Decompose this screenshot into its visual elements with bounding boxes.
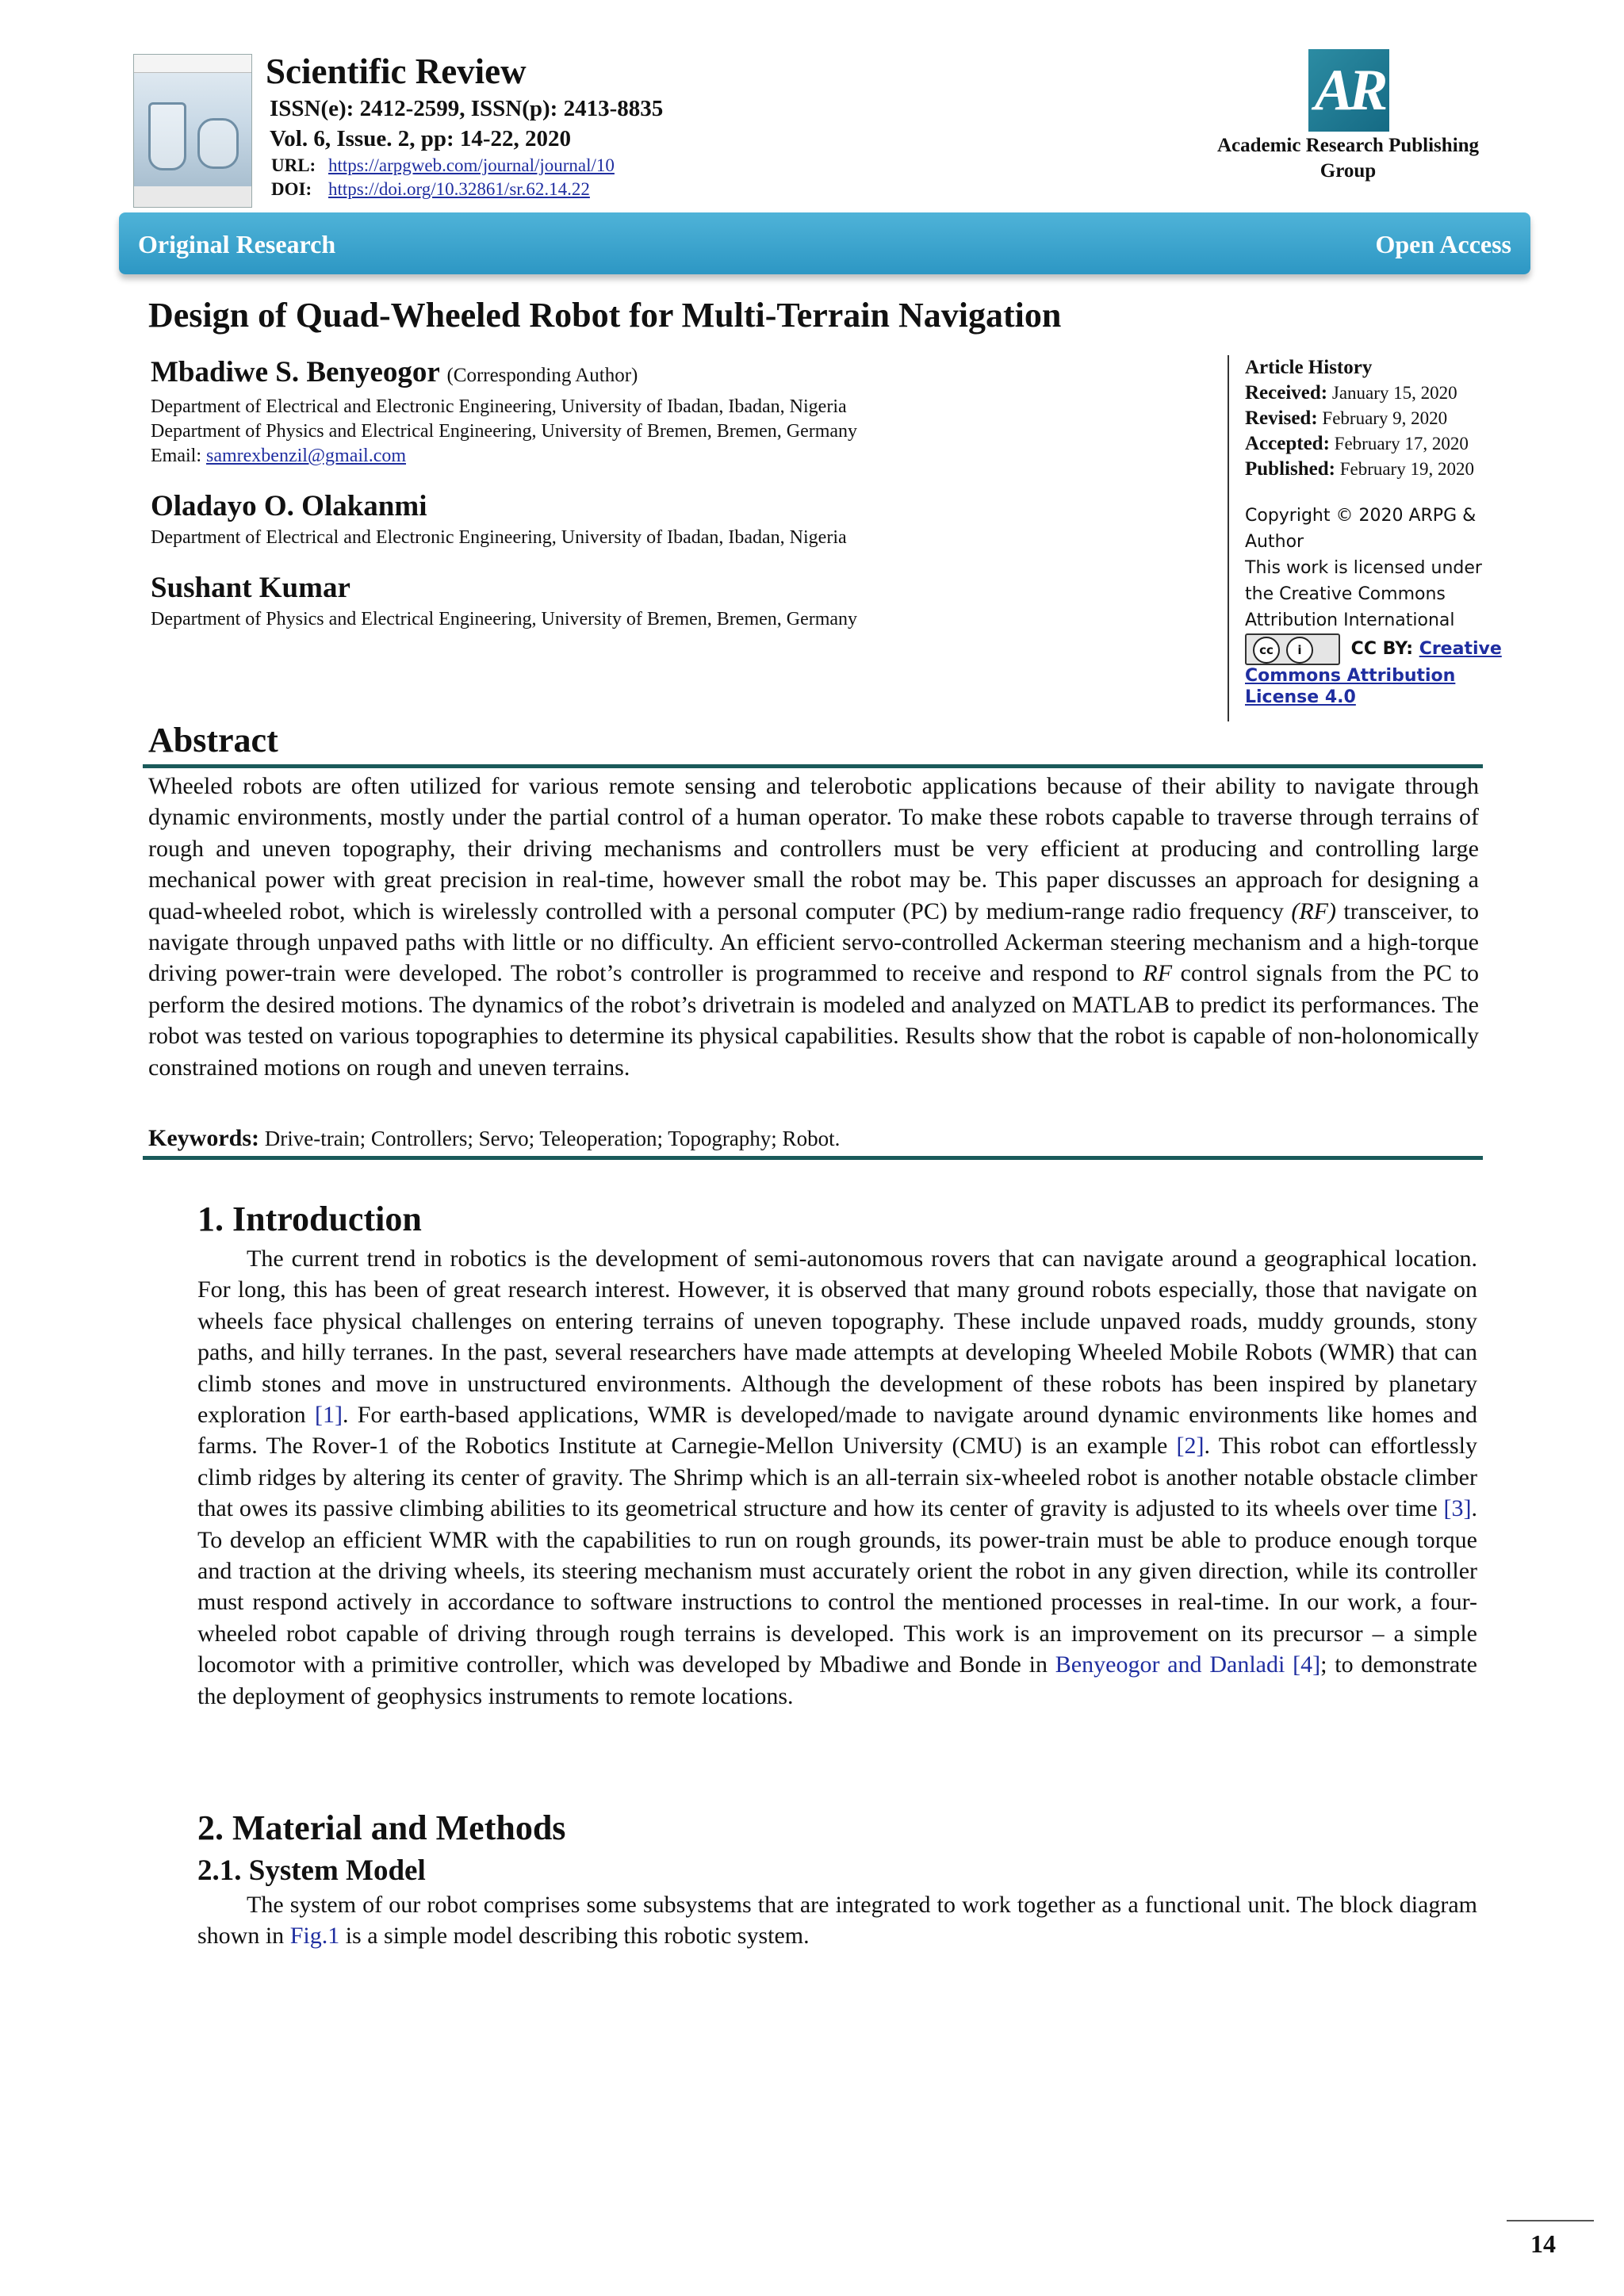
journal-volume: Vol. 6, Issue. 2, pp: 14-22, 2020: [270, 126, 572, 151]
author-affiliation: Department of Electrical and Electronic Engineering, University of Ibadan, Ibadan, Nigeria: [151, 396, 847, 417]
received-label: Received:: [1245, 382, 1328, 404]
corresponding-author-note: (Corresponding Author): [446, 365, 638, 386]
author-name: Oladayo O. Olakanmi: [151, 490, 427, 522]
author-affiliation: Department of Physics and Electrical Engineering, University of Bremen, Bremen, Germany: [151, 609, 858, 629]
history-published: [1245, 457, 1515, 482]
copyright-block: [1245, 503, 1515, 633]
abstract-heading: Abstract: [148, 721, 278, 760]
article-type-bar: [119, 212, 1530, 274]
figure-reference-link[interactable]: Fig.1: [289, 1923, 340, 1950]
copyright-text: Copyright © 2020 ARPG & Author: [1245, 506, 1477, 552]
article-history: [1228, 355, 1515, 721]
text-part: . To develop an efficient WMR with the capabilities to run on rough grounds, its power-train must be able to produce enough torque and traction at the driving wheels, its steering mechanism must accurately orient the robot in any given direction, while its controller must respond actively in accordance to software instructions to control the mentioned processes in real-time. In our work, a four-wheeled robot capable of driving through rough terrains is developed. This work is an improvement on its precursor – a simple locomotor with a primitive controller, which was developed by Mbadiwe and Bonde in: [197, 1495, 1477, 1678]
licence-text: This work is licensed under the Creative Commons Attribution International: [1245, 558, 1482, 630]
email-label: Email:: [151, 446, 201, 466]
text-part: The system of our robot comprises some subsystems that are integrated to work together as a functional unit. The block diagram shown in: [197, 1892, 1477, 1950]
history-received: [1245, 381, 1515, 406]
system-model-heading: 2.1. System Model: [197, 1854, 426, 1887]
reference-link[interactable]: [2]: [1176, 1433, 1205, 1460]
abstract-text: [148, 771, 1479, 1083]
reference-link[interactable]: [3]: [1443, 1495, 1472, 1522]
article-type-label: Original Research: [138, 230, 336, 258]
text-part: The current trend in robotics is the development of semi-autonomous rovers that can navigate around a geographical location. For long, this has been of great research interest. However, it is observed that many ground robots especially, those that navigate on wheels face physical challenges on entering terrains of uneven topography. These include unpaved roads, muddy grounds, stony paths, and hilly terranes. In the past, several researchers have made attempts at developing Wheeled Mobile Robots (WMR) that can climb stones and move in unstructured environments. Although the development of these robots has been inspired by planetary exploration: [197, 1246, 1477, 1429]
license-link[interactable]: Creative Commons Attribution License 4.0: [1245, 639, 1502, 707]
received-date: January 15, 2020: [1331, 383, 1457, 403]
reference-link[interactable]: Benyeogor and Danladi [4]: [1055, 1651, 1321, 1678]
journal-issn: ISSN(e): 2412-2599, ISSN(p): 2413-8835: [270, 96, 664, 121]
page-number-rule: [1507, 2220, 1594, 2221]
journal-cover-image: [133, 54, 252, 208]
introduction-paragraph: [197, 1243, 1477, 1712]
journal-url-link[interactable]: https://arpgweb.com/journal/journal/10: [328, 155, 615, 175]
author-block: [151, 569, 1197, 632]
published-label: Published:: [1245, 458, 1335, 480]
introduction-heading: 1. Introduction: [197, 1200, 422, 1238]
abstract-part: transceiver, to navigate through unpaved paths with little or no difficulty. An efficient servo-controlled Ackerman steering mechanism and a high-torque driving power-train were developed. The robot’s controller is programmed to receive and respond to: [148, 897, 1479, 987]
abstract-part: Wheeled robots are often utilized for various remote sensing and telerobotic applications because of their ability to navigate through dynamic environments, mostly under the partial control of a human operator. To make these robots capable to traverse through terrains of rough and uneven topography, their driving mechanisms and controllers must be very efficient at producing and controlling large mechanical power with great precision in real-time, however small the robot may be. This paper discusses an approach for designing a quad-wheeled robot, which is wirelessly controlled with a personal computer (PC) by medium-range radio frequency: [148, 773, 1479, 924]
doi-label: DOI:: [271, 179, 312, 199]
revised-date: February 9, 2020: [1322, 408, 1448, 428]
abstract-bottom-rule: [143, 1156, 1483, 1160]
journal-doi-line: [271, 178, 663, 201]
author-affiliation: Department of Physics and Electrical Engineering, University of Bremen, Bremen, Germany: [151, 421, 858, 442]
keywords-line: [148, 1124, 840, 1153]
text-part: is a simple model describing this robotic system.: [339, 1923, 810, 1950]
abstract-part: control signals from the PC to perform the desired motions. The dynamics of the robot’s drivetrain is modeled and analyzed on MATLAB to predict its performances. The robot was tested on various topographies to determine its physical capabilities. Results show that the robot is capable of non-holonomically constrained motions on rough and uneven terrains.: [148, 960, 1479, 1081]
text-part: . This robot can effortlessly climb ridges by altering its center of gravity. The Shrimp which is an all-terrain six-wheeled robot is another notable obstacle climber that owes its passive climbing abilities to its geometrical structure and how its center of gravity is adjusted to its wheels over time: [197, 1433, 1477, 1522]
abstract-rf-term: RF: [1143, 960, 1173, 987]
keywords-text: Drive-train; Controllers; Servo; Teleoperation; Topography; Robot.: [264, 1127, 841, 1150]
journal-doi-link[interactable]: https://doi.org/10.32861/sr.62.14.22: [328, 179, 590, 199]
author-name: Sushant Kumar: [151, 572, 350, 604]
cc-by-badge-icon: cc i: [1245, 633, 1340, 665]
journal-meta: [266, 49, 663, 201]
author-email-line: [151, 444, 1197, 469]
publisher-logo: AR: [1308, 49, 1389, 132]
abstract-top-rule: [143, 764, 1483, 768]
cc-label: CC BY:: [1350, 639, 1414, 659]
history-accepted: [1245, 431, 1515, 457]
keywords-label: Keywords:: [148, 1125, 259, 1151]
publisher-name: Academic Research Publishing Group: [1216, 135, 1480, 182]
open-access-label: Open Access: [1375, 230, 1511, 258]
license-line: [1245, 633, 1515, 708]
journal-title: Scientific Review: [266, 52, 527, 91]
text-part: ; to demonstrate the deployment of geophysics instruments to remote locations.: [197, 1651, 1477, 1709]
page-number: 14: [1530, 2229, 1556, 2258]
author-block: [151, 354, 1197, 469]
paper-title: Design of Quad-Wheeled Robot for Multi-Terrain Navigation: [148, 296, 1062, 335]
accepted-label: Accepted:: [1245, 433, 1330, 454]
system-model-paragraph: [197, 1889, 1477, 1952]
accepted-date: February 17, 2020: [1334, 434, 1469, 453]
history-revised: [1245, 406, 1515, 431]
history-title: Article History: [1245, 357, 1373, 378]
author-name: [151, 354, 1197, 395]
published-date: February 19, 2020: [1339, 459, 1474, 479]
reference-link[interactable]: [1]: [314, 1402, 343, 1429]
author-name-text: Mbadiwe S. Benyeogor: [151, 356, 440, 388]
revised-label: Revised:: [1245, 408, 1318, 429]
methods-heading: 2. Material and Methods: [197, 1808, 566, 1847]
abstract-rf-term: (RF): [1291, 897, 1336, 924]
author-block: [151, 488, 1197, 550]
text-part: . For earth-based applications, WMR is developed/made to navigate around dynamic environments like homes and farms. The Rover-1 of the Robotics Institute at Carnegie-Mellon University (CMU) is an example: [197, 1402, 1477, 1460]
url-label: URL:: [271, 155, 316, 175]
author-affiliation: Department of Electrical and Electronic Engineering, University of Ibadan, Ibadan, Nigeria: [151, 527, 847, 548]
author-email-link[interactable]: samrexbenzil@gmail.com: [205, 446, 407, 466]
journal-url-line: [271, 154, 663, 178]
author-list: [151, 354, 1197, 651]
